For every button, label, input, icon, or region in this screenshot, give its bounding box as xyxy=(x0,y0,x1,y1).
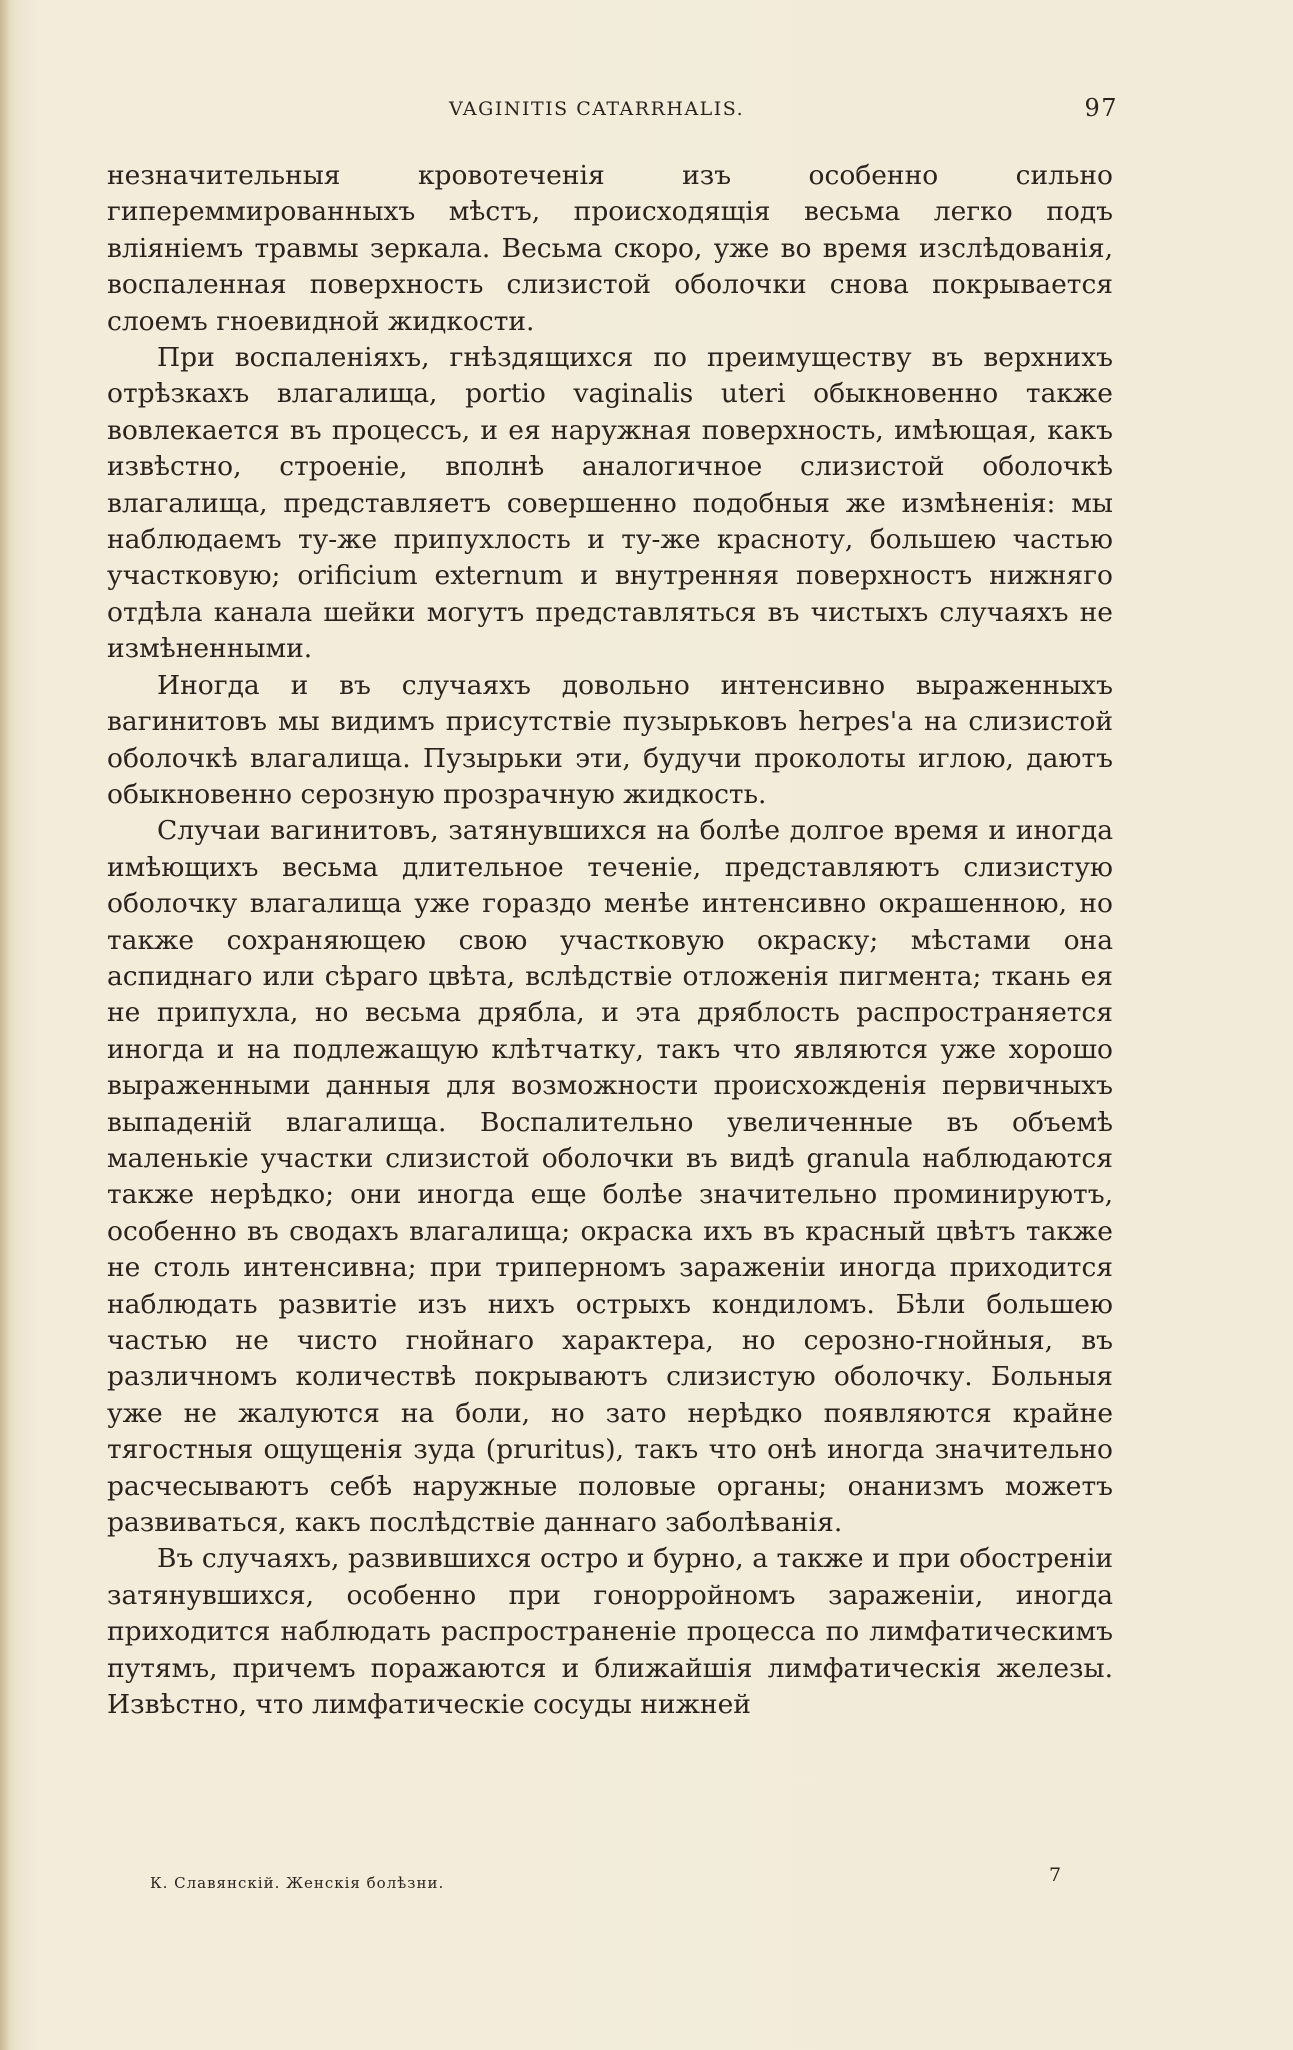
sheet-number: 7 xyxy=(1049,1864,1063,1886)
paragraph-1: незначительныя кровотеченія изъ особенно сильно гипереммированныхъ мѣстъ, происходящія весьма легко подъ вліяніемъ травмы зеркала. Весьма скоро, уже во время изслѣдованія, воспаленная поверхность слизистой оболочки снова покрывается слоемъ гноевидной жидкости. xyxy=(107,160,1113,337)
printer-signature: К. Славянскій. Женскія болѣзни. xyxy=(150,1874,445,1892)
page-footer xyxy=(113,1864,1073,1900)
page-spine-shadow xyxy=(0,0,10,2050)
paragraph-5: Въ случаяхъ, развившихся остро и бурно, а также и при обостреніи затянувшихся, особенно при гонорройномъ зараженіи, иногда приходится наблюдать распространеніе процесса по лимфатическимъ путямъ, причемъ поражаются и ближайшія лимфатическія железы. Извѣстно, что лимфатическіе сосуды нижней xyxy=(107,1543,1113,1721)
paragraph-4: Случаи вагинитовъ, затянувшихся на болѣе долгое время и иногда имѣющихъ весьма длительное теченіе, представляютъ слизистую оболочку влагалища уже гораздо менѣе интенсивно окрашенною, но также сохраняющею свою участковую окраску; мѣстами она аспиднаго или сѣраго цвѣта, вслѣдствіе отложенія пигмента; ткань ея не припухла, но весьма дрябла, и эта дряблость распространяется иногда и на подлежащую клѣтчатку, такъ что являются уже хорошо выраженными данныя для возможности происхожденія первичныхъ выпаденій влагалища. Воспалительно увеличенные въ объемѣ маленькіе участки слизистой оболочки въ видѣ granula наблюдаются также нерѣдко; они иногда еще болѣе значительно проминируютъ, особенно въ сводахъ влагалища; окраска ихъ въ красный цвѣтъ также не столь интенсивна; при триперномъ зараженіи иногда приходится наблюдать развитіе изъ нихъ острыхъ кондиломъ. Бѣли большею частью не чисто гнойнаго характера, но серозно-гнойныя, въ различномъ количествѣ покрываютъ слизистую оболочку. Больныя уже не жалуются на боли, но зато нерѣдко появляются крайне тягостныя ощущенія зуда (pruritus), такъ что онѣ иногда значительно расчесываютъ себѣ наружные половые органы; онанизмъ можетъ развиваться, какъ послѣдствіе даннаго заболѣванія. xyxy=(107,815,1113,1539)
page-number: 97 xyxy=(1084,94,1118,122)
paragraph-2: При воспаленіяхъ, гнѣздящихся по преимуществу въ верхнихъ отрѣзкахъ влагалища, portio vaginalis uteri обыкновенно также вовлекается въ процессъ, и ея наружная поверхность, имѣющая, какъ извѣстно, строеніе, вполнѣ аналогичное слизистой оболочкѣ влагалища, представляетъ совершенно подобныя же измѣненія: мы наблюдаемъ ту-же припухлость и ту-же красноту, большею частью участковую; orificium externum и внутренняя поверхностъ нижняго отдѣла канала шейки могутъ представляться въ чистыхъ случаяхъ не измѣненными. xyxy=(107,342,1113,665)
running-title: VAGINITIS CATARRHALIS. xyxy=(449,98,745,120)
paragraph-3: Иногда и въ случаяхъ довольно интенсивно выраженныхъ вагинитовъ мы видимъ присутствіе пузырьковъ herpes'а на слизистой оболочкѣ влагалища. Пузырьки эти, будучи проколоты иглою, даютъ обыкновенно серозную прозрачную жидкость. xyxy=(107,669,1113,810)
body-text xyxy=(107,158,1113,1723)
running-header xyxy=(108,94,1118,134)
